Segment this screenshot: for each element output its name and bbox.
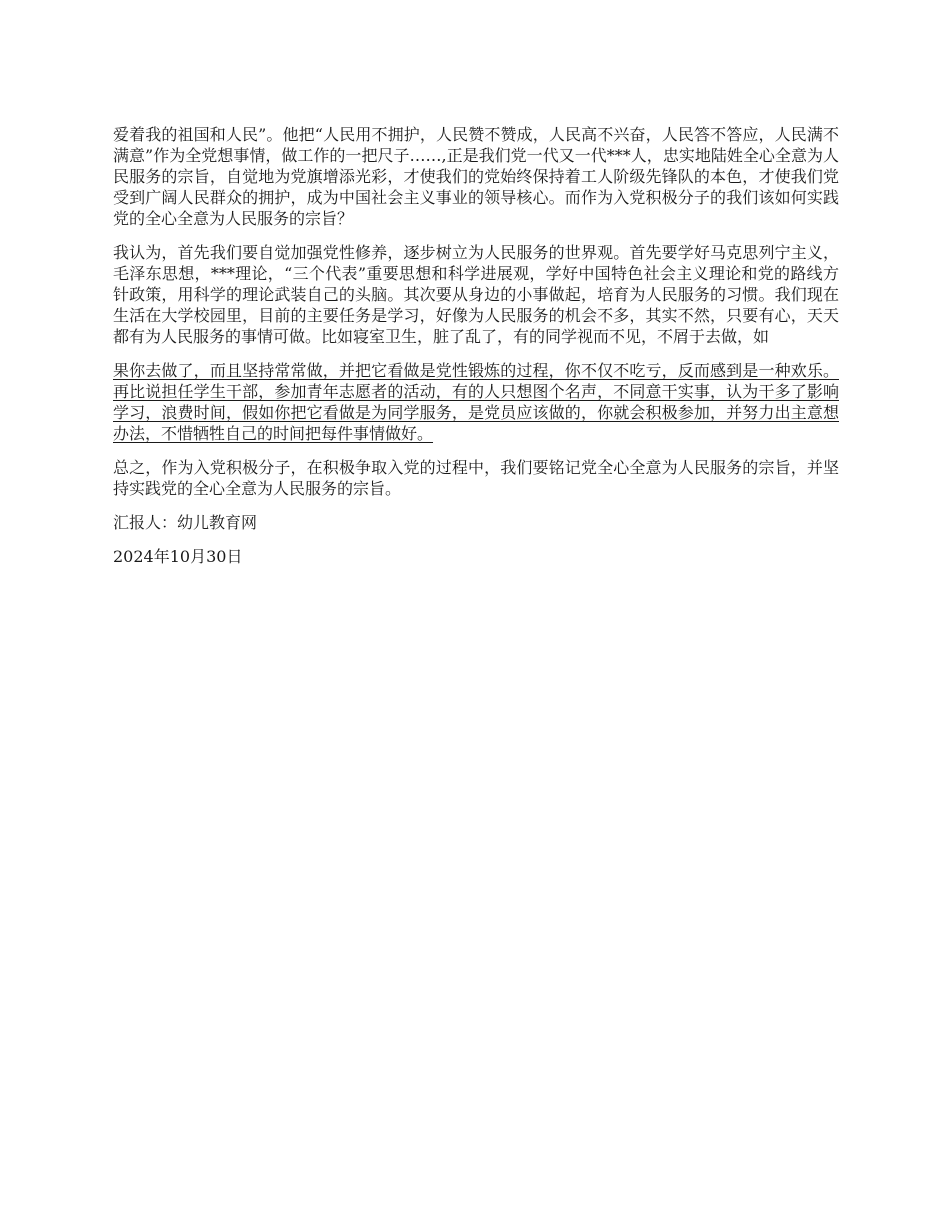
paragraph-intro: 爱着我的祖国和人民”。他把“人民用不拥护，人民赞不赞成，人民高不兴奋，人民答不答应，人民满不满意”作为全党想事情，做工作的一把尺子……,正是我们党一代又一代***人，忠实地陆姓全心全意为人民服务的宗旨，自觉地为党旗增添光彩，才使我们的党始终保持着工人阶级先锋队的本色，才使我们党受到广阔人民群众的拥护，成为中国社会主义事业的领导核心。而作为入党积极分子的我们该如何实践党的全心全意为人民服务的宗旨？ — [113, 125, 839, 228]
paragraph-example-underlined: 果你去做了，而且坚持常常做，并把它看做是党性锻炼的过程，你不仅不吃亏，反而感到是一种欢乐。再比说担任学生干部，参加青年志愿者的活动，有的人只想图个名声，不同意干实事，认为干多了影响学习，浪费时间，假如你把它看做是为同学服务，是党员应该做的，你就会积极参加，并努力出主意想办法，不惜牺牲自己的时间把每件事情做好。 — [113, 361, 839, 443]
document-body — [113, 124, 839, 580]
date-line: 2024年10月30日 — [113, 547, 243, 566]
paragraph-opinion: 我认为，首先我们要自觉加强党性修养，逐步树立为人民服务的世界观。首先要学好马克思列宁主义，毛泽东思想，***理论，“三个代表”重要思想和科学进展观，学好中国特色社会主义理论和党的路线方针政策，用科学的理论武装自己的头脑。其次要从身边的小事做起，培育为人民服务的习惯。我们现在生活在大学校园里，目前的主要任务是学习，好像为人民服务的机会不多，其实不然，只要有心，天天都有为人民服务的事情可做。比如寝室卫生，脏了乱了，有的同学视而不见，不屑于去做，如 — [113, 243, 839, 346]
paragraph-conclusion: 总之，作为入党积极分子，在积极争取入党的过程中，我们要铭记党全心全意为人民服务的宗旨，并坚持实践党的全心全意为人民服务的宗旨。 — [113, 458, 839, 498]
reporter-line: 汇报人：幼儿教育网 — [113, 513, 258, 532]
